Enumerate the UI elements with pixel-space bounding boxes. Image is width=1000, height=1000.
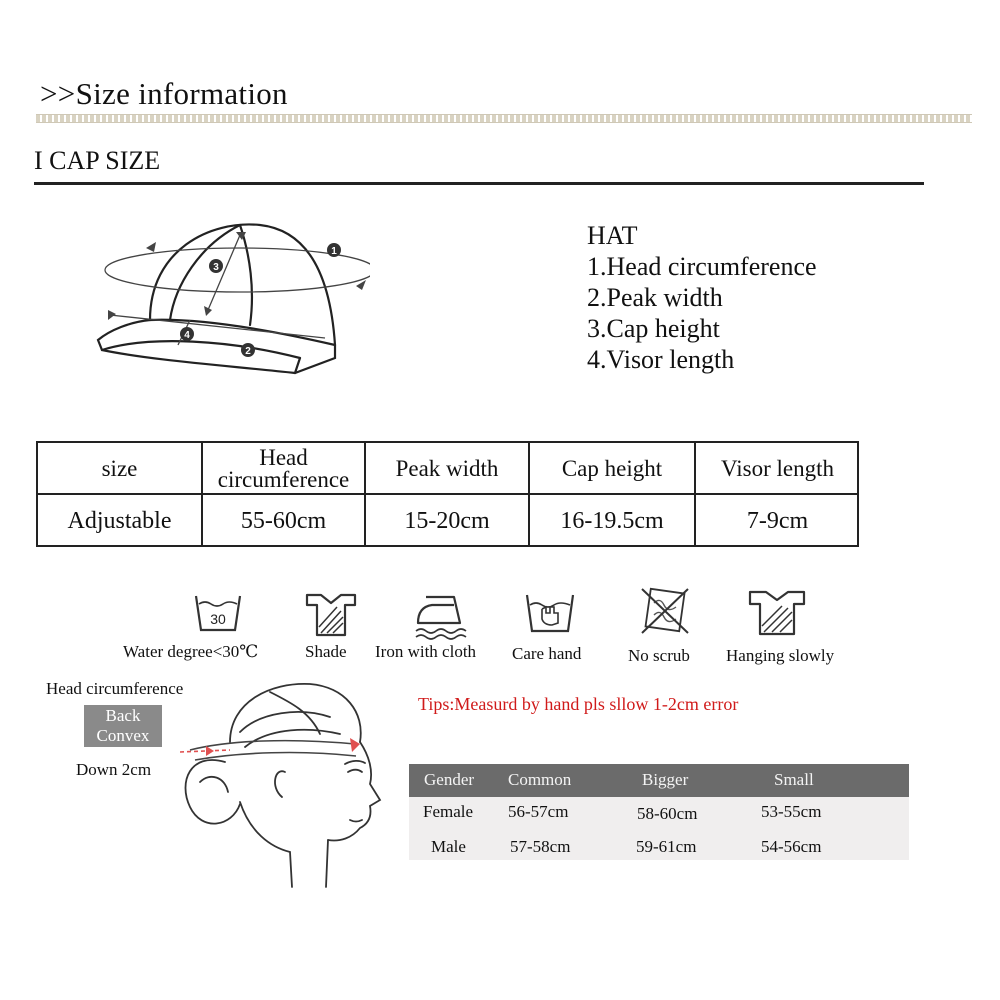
iron-icon [412,589,468,641]
back-convex-line: Back [105,706,141,725]
size-table-header: Visor length [721,456,834,481]
size-table-header: Head circumference [217,445,350,492]
cap-marker-4: 4 [184,330,190,341]
gender-table-cell: Female [423,802,474,821]
back-convex-badge [84,705,162,747]
care-label: Care hand [512,644,582,663]
gender-table-cell: 57-58cm [510,837,571,856]
measure-tips: Tips:Measurd by hand pls sllow 1-2cm error [418,694,739,714]
size-table [36,441,859,547]
wash-temp-badge: 30 [210,611,226,627]
cap-marker-3: 3 [213,262,219,273]
hat-legend-item: 4.Visor length [587,345,735,374]
gender-table-cell: 58-60cm [637,804,698,823]
cap-diagram-icon [90,210,370,400]
care-label: Water degree<30℃ [123,642,259,661]
gender-table-header-row [409,764,909,797]
size-table-header: size [101,456,138,481]
size-table-cell: 15-20cm [404,508,490,534]
cap-marker-1: 1 [331,246,337,257]
size-table-cell: 55-60cm [240,508,327,534]
gender-table-header: Common [508,770,572,789]
back-convex-line: Convex [96,726,150,745]
gender-size-table [409,764,909,860]
care-label: Hanging slowly [726,646,835,665]
decorative-divider [36,114,972,123]
hat-legend-item: 1.Head circumference [587,252,817,281]
head-circumference-label: Head circumference [46,679,184,698]
hand-wash-icon [524,589,576,635]
gender-table-cell: 59-61cm [636,837,697,856]
no-scrub-icon [638,585,692,637]
size-table-header: Cap height [561,456,663,481]
hang-dry-icon [746,588,808,638]
section-title: >>Size information [40,76,288,111]
gender-table-header: Bigger [642,770,689,789]
gender-table-cell: 56-57cm [508,802,569,821]
care-label: Shade [305,642,347,661]
gender-table-header: Small [774,770,814,789]
size-table-cell: Adjustable [67,508,172,534]
gender-table-header: Gender [424,770,475,789]
wash-30-icon [193,590,243,634]
shade-dry-icon [303,591,359,637]
size-table-cell: 16-19.5cm [560,508,664,534]
size-table-cell: 7-9cm [746,508,809,534]
size-table-header: Peak width [395,456,499,481]
hat-legend-heading: HAT [587,221,638,250]
gender-table-cell: Male [431,837,466,856]
head-profile-icon [170,672,410,892]
hat-legend-item: 2.Peak width [587,283,723,312]
down-2cm-label: Down 2cm [76,760,152,779]
cap-size-title: I CAP SIZE [34,146,161,175]
gender-table-cell: 53-55cm [761,802,822,821]
hat-legend [587,220,817,375]
hat-legend-item: 3.Cap height [587,314,720,343]
cap-marker-2: 2 [245,346,251,357]
care-label: Iron with cloth [375,642,477,661]
care-label: No scrub [628,646,690,665]
title-rule [34,182,924,185]
gender-table-cell: 54-56cm [761,837,822,856]
